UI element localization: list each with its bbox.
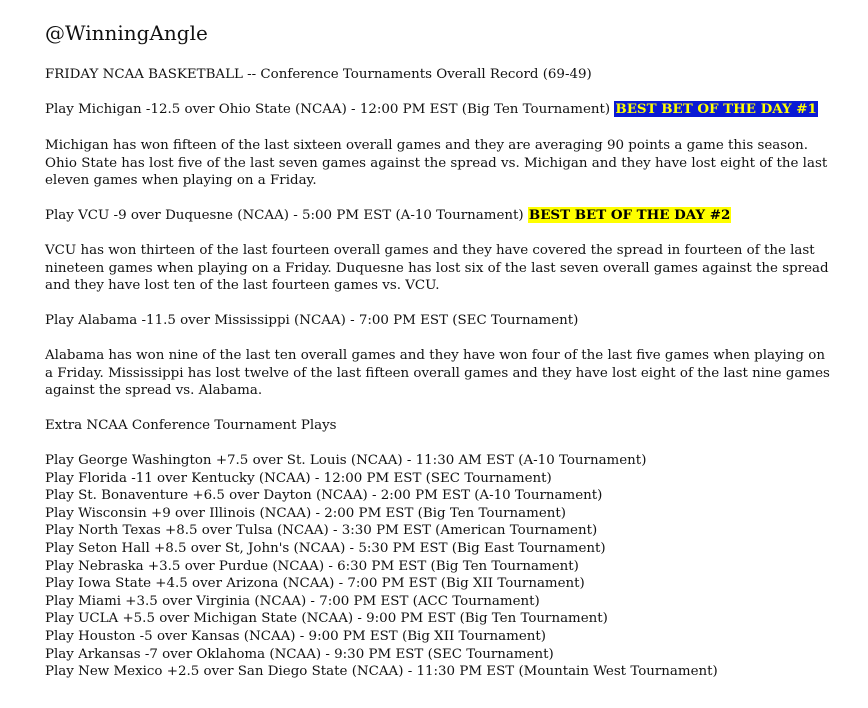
list-item: Play Nebraska +3.5 over Purdue (NCAA) - 6:30 PM EST (Big Ten Tournament) [45,558,579,574]
list-item: Play Wisconsin +9 over Illinois (NCAA) - 2:00 PM EST (Big Ten Tournament) [45,505,566,521]
list-item: Play North Texas +8.5 over Tulsa (NCAA) - 3:30 PM EST (American Tournament) [45,523,598,539]
extra-plays-heading: Extra NCAA Conference Tournament Plays [45,418,337,433]
best-bet-1-line [45,101,818,119]
best-bet-2-badge: BEST BET OF THE DAY #2 [528,207,731,223]
third-play-analysis: Alabama has won nine of the last ten overall games and they have won four of the last five games when playing on a Friday. Mississippi has lost twelve of the last fifteen overall games and they have lost eight of the last nine games against the spread vs. Alabama. [45,348,830,399]
best-bet-1-analysis: Michigan has won fifteen of the last sixteen overall games and they are averaging 90 points a game this season. Ohio State has lost five of the last seven games against the spread vs. Michigan and they have lost eight of the last eleven games when playing on a Friday. [45,138,828,189]
list-item: Play Miami +3.5 over Virginia (NCAA) - 7:00 PM EST (ACC Tournament) [45,593,540,609]
list-item: Play Houston -5 over Kansas (NCAA) - 9:00 PM EST (Big XII Tournament) [45,628,546,644]
list-item: Play Iowa State +4.5 over Arizona (NCAA) - 7:00 PM EST (Big XII Tournament) [45,576,585,592]
list-item: Play St. Bonaventure +6.5 over Dayton (NCAA) - 2:00 PM EST (A-10 Tournament) [45,488,603,504]
extra-plays-list [45,452,718,681]
best-bet-1-play: Play Michigan -12.5 over Ohio State (NCAA) - 12:00 PM EST (Big Ten Tournament) [45,102,611,117]
page-heading: FRIDAY NCAA BASKETBALL -- Conference Tournaments Overall Record (69-49) [45,67,592,82]
list-item: Play New Mexico +2.5 over San Diego State (NCAA) - 11:30 PM EST (Mountain West Tournament) [45,664,718,680]
list-item: Play UCLA +5.5 over Michigan State (NCAA) - 9:00 PM EST (Big Ten Tournament) [45,611,608,627]
list-item: Play George Washington +7.5 over St. Louis (NCAA) - 11:30 AM EST (A-10 Tournament) [45,453,647,468]
list-item: Play Arkansas -7 over Oklahoma (NCAA) - 9:30 PM EST (SEC Tournament) [45,646,554,662]
best-bet-2-play: Play VCU -9 over Duquesne (NCAA) - 5:00 PM EST (A-10 Tournament) [45,208,524,223]
list-item: Play Florida -11 over Kentucky (NCAA) - 12:00 PM EST (SEC Tournament) [45,470,552,486]
twitter-handle: @WinningAngle [45,21,208,45]
best-bet-2-line [45,207,731,225]
list-item: Play Seton Hall +8.5 over St, John's (NCAA) - 5:30 PM EST (Big East Tournament) [45,540,606,556]
best-bet-1-badge: BEST BET OF THE DAY #1 [615,101,817,117]
best-bet-2-analysis: VCU has won thirteen of the last fourteen overall games and they have covered the spread in fourteen of the last nineteen games when playing on a Friday. Duquesne has lost six of the last seven overall games against the spread and they have lost ten of the last fourteen games vs. VCU. [45,243,829,294]
third-play-line: Play Alabama -11.5 over Mississippi (NCAA) - 7:00 PM EST (SEC Tournament) [45,313,579,328]
